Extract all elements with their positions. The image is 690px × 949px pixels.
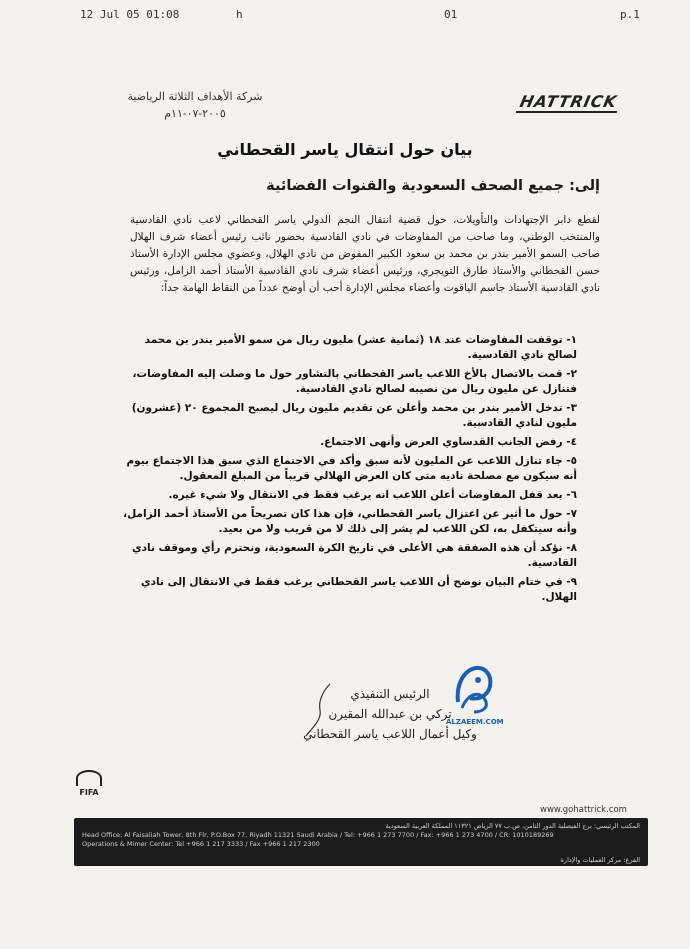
point-item: ٦- بعد قفل المفاوضات أعلن اللاعب انه يرغب فقط في الانتقال ولا شيء غيره. <box>168 489 577 501</box>
signatory-role: الرئيس التنفيذي <box>350 687 430 701</box>
hattrick-logo: HATTRICK <box>516 92 621 113</box>
point-item: ٥- جاء تنازل اللاعب عن المليون لأنه سبق وأكد في الاجتماع الذي سبق هذا الاجتماع بيوم أنه سيكون مع مصلحة ناديه متى كان العرض الهلالي قريباً من المبلغ المعقول. <box>126 455 577 482</box>
footer-operations: Operations & Mimer Center: Tel +966 1 217 3333 / Fax +966 1 217 2300 <box>82 840 320 848</box>
fax-page: p.1 <box>620 8 640 21</box>
point-item: ٧- حول ما أثير عن اعتزال ياسر القحطاني، فإن هذا كان تصريحاً من الأستاذ أحمد الزامل، وأنه سيتكفل به، لكن اللاعب لم يشر إلى ذلك لا من قريب ولا من بعيد. <box>123 508 577 535</box>
company-stamp <box>110 88 280 122</box>
signatory-agent-title: وكيل أعمال اللاعب ياسر القحطاني <box>303 727 477 741</box>
fax-number: 01 <box>444 8 458 21</box>
alzaeem-label: ALZAEEM.COM <box>446 718 504 726</box>
signatory-name: تركي بن عبدالله المقيرن <box>328 707 452 721</box>
point-item: ٤- رفض الجانب القدساوي العرض وأنهى الاجتماع. <box>320 436 577 448</box>
fax-date-time: 12 Jul 05 01:08 <box>80 8 180 21</box>
fifa-label: FIFA <box>79 788 99 797</box>
point-item: ٩- في ختام البيان نوضح أن اللاعب ياسر القحطاني يرغب فقط في الانتقال إلى نادي الهلال. <box>141 576 577 603</box>
point-item: ٢- قمت بالاتصال بالأخ اللاعب ياسر القحطاني بالتشاور حول ما وصلت إليه المفاوضات، فتنازل عن مليون ريال من نصيبه لصالح نادي القادسية. <box>132 368 577 395</box>
footer-head-office: Head Office: Al Faisaliah Tower, 8th Flr, P.O.Box 77, Riyadh 11321 Saudi Arabia / Tel: +966 1 273 7700 / Fax: +966 1 273 4700 / CR: 1010189269 <box>82 831 554 839</box>
footer-address-arabic: المكتب الرئيسي: برج الفيصلية الدور الثامن، ص.ب ٧٧ الرياض ١١٣٢١ المملكة العربية السعودية <box>385 822 640 830</box>
point-item: ٣- تدخل الأمير بندر بن محمد وأعلن عن تقديم مليون ريال ليصبح المجموع ٢٠ (عشرون) مليون لنادي القادسية. <box>131 402 577 429</box>
website-link: www.gohattrick.com <box>540 805 627 815</box>
globe-icon <box>76 770 102 786</box>
fax-header <box>0 8 690 24</box>
fax-h-mark: h <box>236 8 243 21</box>
document-title: بيان حول انتقال ياسر القحطاني <box>217 140 473 159</box>
point-item: ٨- نؤكد أن هذه الصفقة هي الأعلى في تاريخ الكرة السعودية، ونحترم رأي وموقف نادي القادسية. <box>132 542 577 569</box>
points-list <box>122 333 577 609</box>
intro-paragraph: لقطع دابر الإجتهادات والتأويلات، حول قضية انتقال النجم الدولي ياسر القحطاني لاعب نادي القادسية والمنتخب الوطني، وما صاحب من المفاوضات في نادي القادسية بحضور نائب رئيس أعضاء شرف الهلال صاحب السمو الأمير بندر بن محمد بن سعود الكبير المفوض من نادي الهلال، وعضوي مجلس الإدارة الأستاذ حسن القحطاني والأستاذ طارق التويجري، ورئيس أعضاء شرف نادي القادسية الأستاذ أحمد الزامل، ورئيس نادي القادسية الأستاذ جاسم الياقوت وأعضاء مجلس الإدارة أحب أن أوضح عدداً من النقاط الهامة جداً: <box>130 214 600 294</box>
signature-block <box>300 684 480 744</box>
point-item: ١- توقفت المفاوضات عند ١٨ (ثمانية عشر) مليون ريال من سمو الأمير بندر بن محمد لصالح نادي القادسية. <box>144 334 577 361</box>
company-name: شركة الأهداف الثلاثة الرياضية <box>127 90 263 103</box>
footer-band <box>74 818 648 866</box>
fifa-logo <box>74 770 104 797</box>
addressee-line: إلى: جميع الصحف السعودية والقنوات الفضائية <box>266 178 600 194</box>
document-date: ٢٠٠٥-٠٧-١١م <box>164 107 226 120</box>
footer-branch: الفرع: مركز العمليات والإدارة <box>560 856 640 864</box>
